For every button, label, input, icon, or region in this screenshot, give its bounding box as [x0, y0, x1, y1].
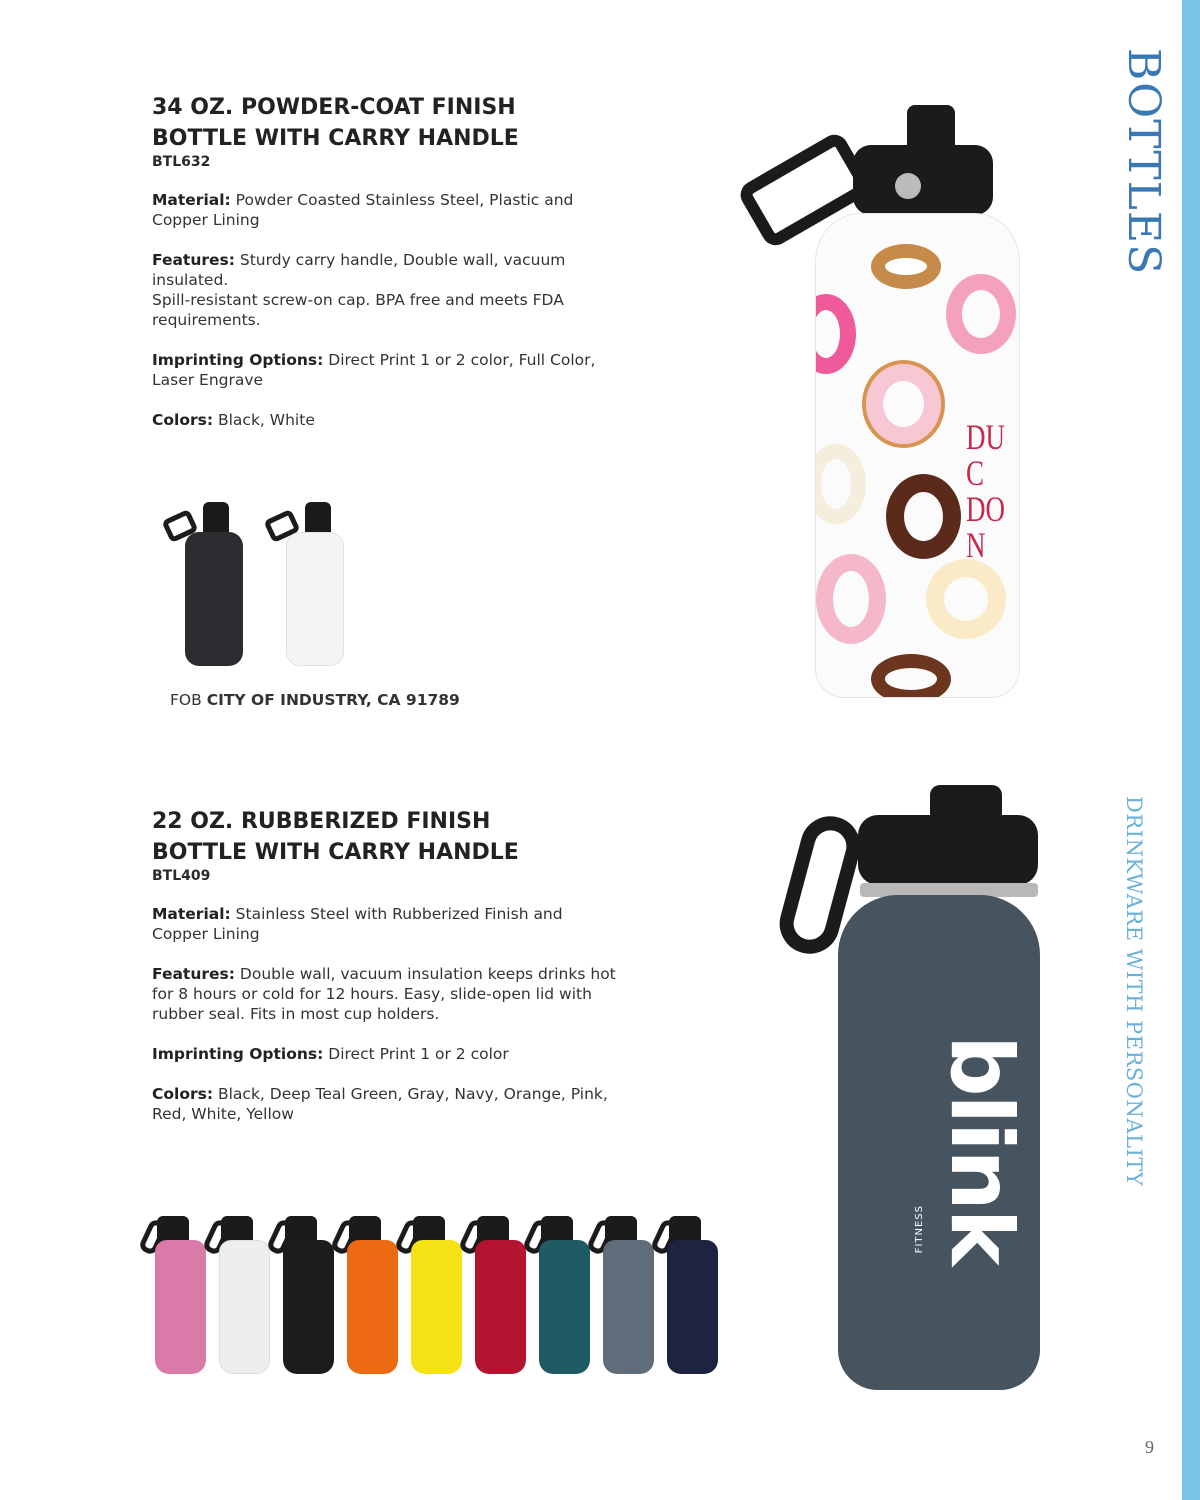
section-subtitle: DRINKWARE WITH PERSONALITY [1122, 796, 1146, 1187]
section-title: BOTTLES [1118, 48, 1169, 276]
color-swatch [206, 1212, 266, 1377]
bottle-print-text: DUC DON [966, 417, 1005, 565]
product1-sku: BTL632 [152, 154, 211, 170]
product1-material: Material: Powder Coasted Stainless Steel, Plastic and Copper Lining [152, 191, 574, 229]
product2-colors: Colors: Black, Deep Teal Green, Gray, Navy, Orange, Pink, Red, White, Yellow [152, 1085, 608, 1123]
product1-title: 34 OZ. POWDER-COAT FINISH BOTTLE WITH CARRY HANDLE [152, 95, 519, 151]
product1-details [152, 92, 622, 430]
color-swatch [590, 1212, 650, 1377]
product2-color-swatches [142, 1212, 714, 1377]
product2-details [152, 806, 622, 1124]
product1-color-swatches [165, 500, 355, 670]
fob-location: FOB CITY OF INDUSTRY, CA 91789 [170, 691, 460, 709]
bottle-logo-sub: FITNESS [914, 1205, 925, 1254]
bottle-logo: blink [931, 1035, 1031, 1264]
product1-image [735, 105, 1025, 700]
color-swatch [334, 1212, 394, 1377]
product1-features: Features: Sturdy carry handle, Double wall, vacuum insulated. Spill-resistant screw-on cap. BPA free and meets FDA requirements. [152, 251, 566, 329]
product2-material: Material: Stainless Steel with Rubberized Finish and Copper Lining [152, 905, 563, 943]
sidebar-accent-bar [1182, 0, 1200, 1500]
swatch-white [286, 532, 344, 666]
color-swatch [142, 1212, 202, 1377]
product1-colors: Colors: Black, White [152, 411, 315, 429]
color-swatch [270, 1212, 330, 1377]
product2-features: Features: Double wall, vacuum insulation keeps drinks hot for 8 hours or cold for 12 hours. Easy, slide-open lid with rubber seal. Fits in most cup holders. [152, 965, 616, 1023]
product2-sku: BTL409 [152, 868, 211, 884]
product2-title: 22 OZ. RUBBERIZED FINISH BOTTLE WITH CARRY HANDLE [152, 809, 519, 865]
color-swatch [526, 1212, 586, 1377]
swatch-black [185, 532, 243, 666]
color-swatch [654, 1212, 714, 1377]
color-swatch [398, 1212, 458, 1377]
steel-hinge [895, 173, 921, 199]
color-swatch [462, 1212, 522, 1377]
product2-imprint: Imprinting Options: Direct Print 1 or 2 color [152, 1045, 509, 1063]
product1-imprint: Imprinting Options: Direct Print 1 or 2 color, Full Color, Laser Engrave [152, 351, 596, 389]
page-number: 9 [1145, 1437, 1154, 1457]
product2-image [790, 785, 1045, 1395]
